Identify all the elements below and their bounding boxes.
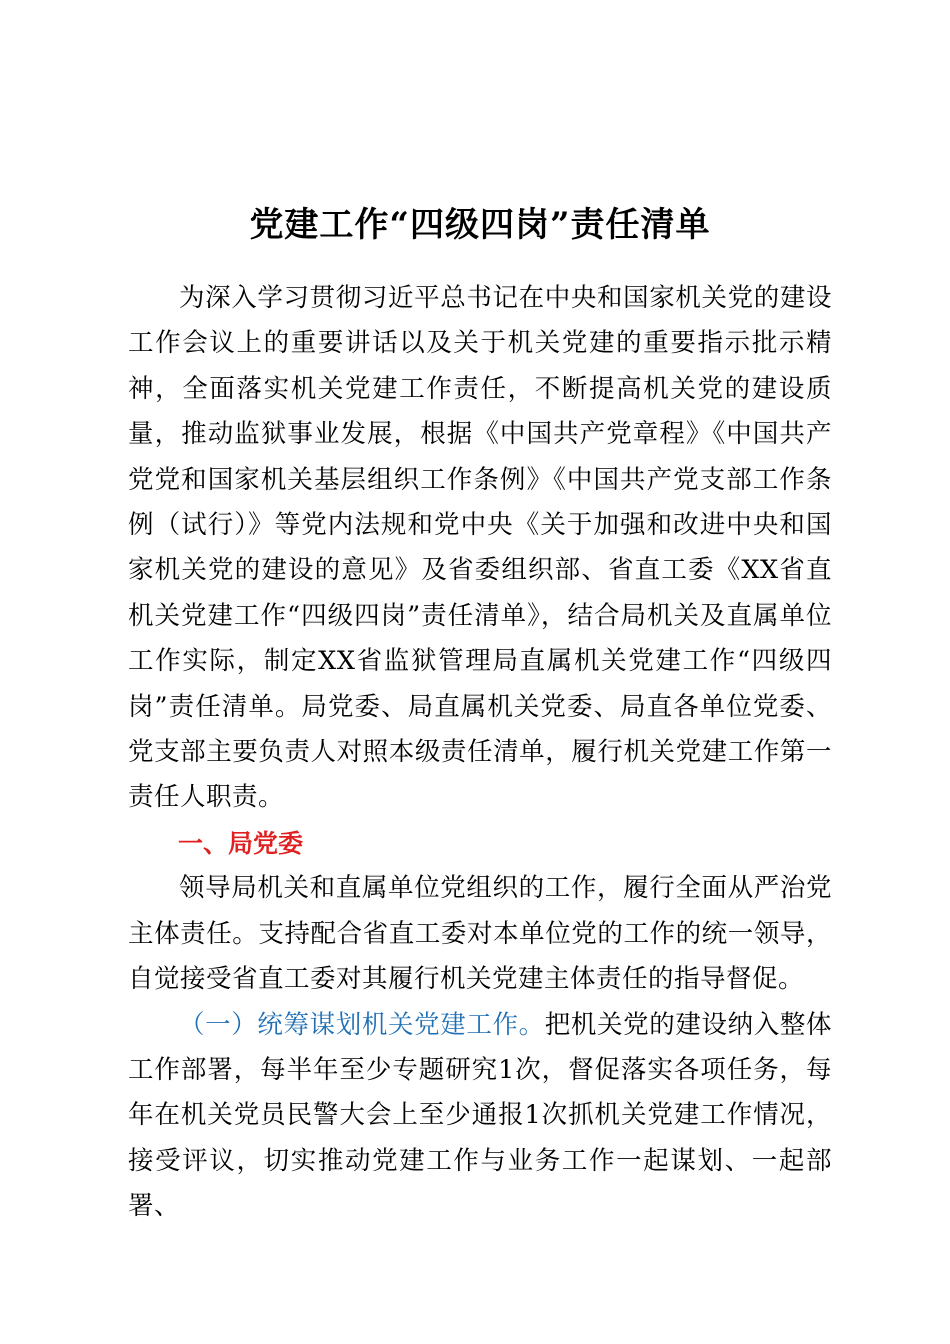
document-title: 党建工作“四级四岗”责任清单 xyxy=(249,205,711,245)
section-heading-text: 一、局党委 xyxy=(178,828,304,858)
item-label: （一）统筹谋划机关党建工作。 xyxy=(179,1009,545,1040)
section-paragraph: 领导局机关和直属单位党组织的工作，履行全面从严治党主体责任。支持配合省直工委对本单位党的工作的统一领导，自觉接受省直工委对其履行机关党建主体责任的指导督促。 xyxy=(128,873,832,995)
intro-paragraph: 为深入学习贯彻习近平总书记在中央和国家机关党的建设工作会议上的重要讲话以及关于机关党建的重要指示批示精神，全面落实机关党建工作责任，不断提高机关党的建设质量，推动监狱事业发展，根据《中国共产党章程》《中国共产党党和国家机关基层组织工作条例》《中国共产党支部工作条例（试行）》等党内法规和党中央《关于加强和改进中央和国家机关党的建设的意见》及省委组织部、省直工委《XX省直机关党建工作“四级四岗”责任清单》，结合局机关及直属单位工作实际，制定XX省监狱管理局直属机关党建工作“四级四岗”责任清单。局党委、局直属机关党委、局直各单位党委、党支部主要负责人对照本级责任清单，履行机关党建工作第一责任人职责。 xyxy=(128,283,832,813)
item-paragraph xyxy=(128,1003,832,1230)
item-text: 把机关党的建设纳入整体工作部署，每半年至少专题研究1次，督促落实各项任务，每年在机关党员民警大会上至少通报1次抓机关党建工作情况，接受评议，切实推动党建工作与业务工作一起谋划、一起部署、 xyxy=(128,1009,832,1222)
section-heading xyxy=(128,821,832,866)
document-body xyxy=(128,276,832,1230)
